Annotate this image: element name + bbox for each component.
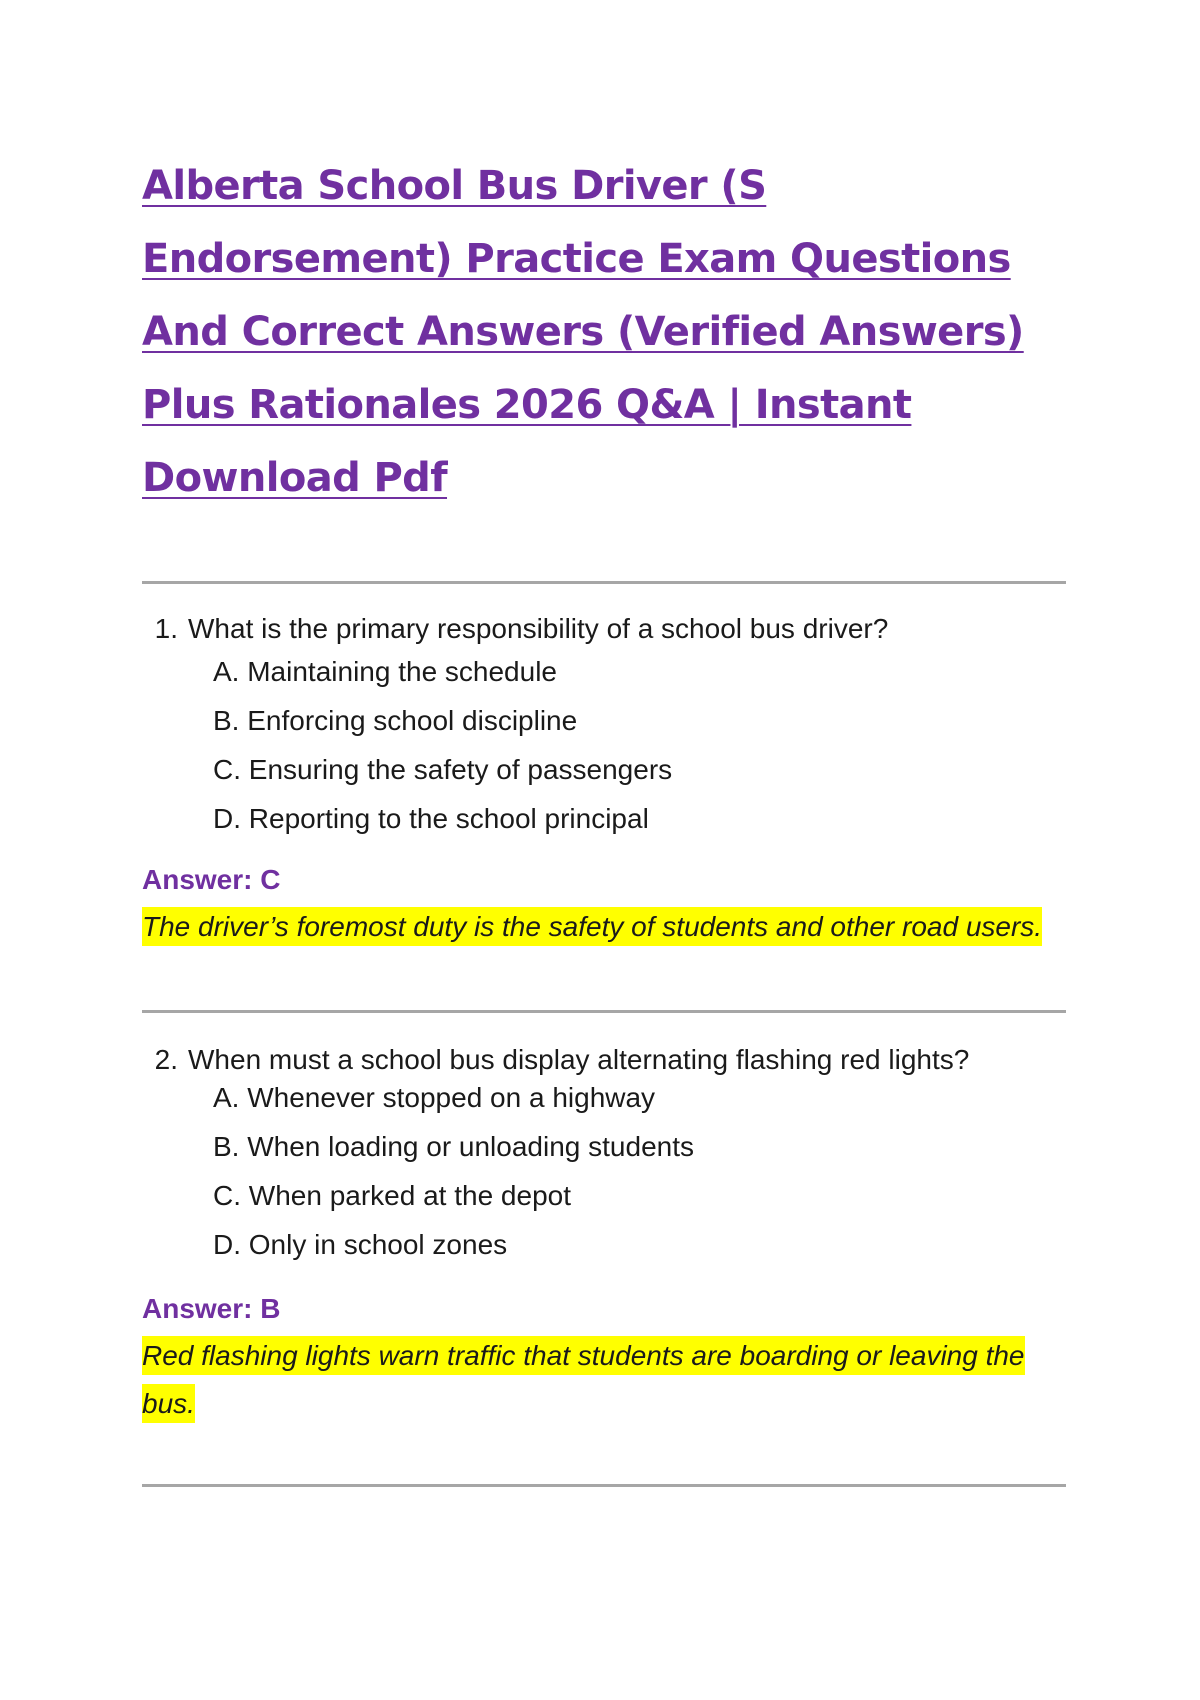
question-1-options bbox=[142, 647, 1066, 843]
question-2-text: When must a school bus display alternating flashing red lights? bbox=[188, 1044, 970, 1075]
question-1-text: What is the primary responsibility of a school bus driver? bbox=[188, 613, 889, 644]
divider bbox=[142, 1010, 1066, 1013]
question-2-rationale bbox=[142, 1332, 1062, 1428]
question-2-option-a: A. Whenever stopped on a highway bbox=[213, 1082, 656, 1113]
document-page bbox=[142, 150, 1066, 1487]
question-1-option-c: C. Ensuring the safety of passengers bbox=[213, 754, 673, 785]
question-1-answer: Answer: C bbox=[142, 864, 281, 895]
document-title bbox=[142, 150, 1066, 515]
question-1-option-a: A. Maintaining the schedule bbox=[213, 656, 557, 687]
divider bbox=[142, 1484, 1066, 1487]
question-1-option-b: B. Enforcing school discipline bbox=[213, 705, 578, 736]
question-2-option-b: B. When loading or unloading students bbox=[213, 1131, 694, 1162]
question-2 bbox=[142, 1041, 1066, 1428]
question-1-rationale-text: The driver’s foremost duty is the safety of students and other road users. bbox=[142, 907, 1042, 946]
question-2-option-d: D. Only in school zones bbox=[213, 1229, 508, 1260]
question-2-number: 2. bbox=[154, 1044, 178, 1075]
question-2-answer: Answer: B bbox=[142, 1293, 281, 1324]
question-2-option-c: C. When parked at the depot bbox=[213, 1180, 571, 1211]
document-title-link[interactable]: Alberta School Bus Driver (S Endorsement) Practice Exam Questions And Correct Answers (Verified Answers) Plus Rationales 2026 Q&A | Instant Download Pdf bbox=[142, 163, 1024, 501]
question-1 bbox=[142, 610, 1066, 951]
question-1-stem bbox=[142, 610, 1066, 648]
question-1-rationale bbox=[142, 903, 1062, 951]
question-1-option-d: D. Reporting to the school principal bbox=[213, 803, 649, 834]
question-1-number: 1. bbox=[154, 613, 178, 644]
question-2-rationale-text: Red flashing lights warn traffic that students are boarding or leaving the bus. bbox=[142, 1336, 1025, 1423]
divider bbox=[142, 581, 1066, 584]
question-2-options bbox=[142, 1073, 1066, 1269]
